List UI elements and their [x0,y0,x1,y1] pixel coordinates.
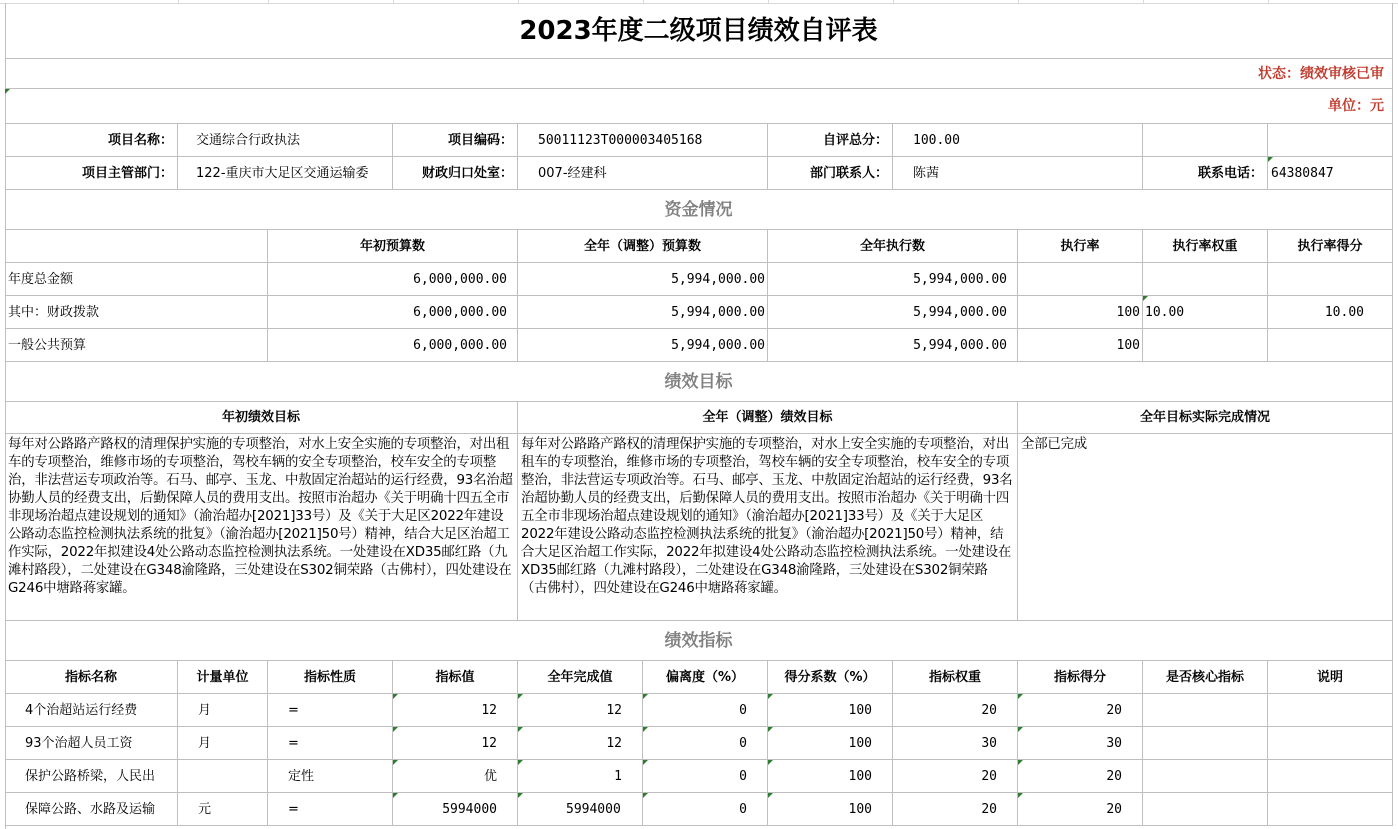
ind-row-nature[interactable]: = [268,694,393,727]
value-text: 5994000 [442,802,497,817]
ind-row-value[interactable] [393,727,518,760]
cell-marker [643,760,648,765]
cell-marker [1018,793,1023,798]
coef-text: 100 [848,769,872,784]
goals-adjusted-text[interactable]: 每年对公路路产路权的清理保护实施的专项整治，对水上安全实施的专项整治，对出租车的专项整治，维修市场的专项整治，驾校车辆的安全专项整治，校车安全的专项整治，非法营运专项政治等。石马、邮亭、玉龙、中敖固定治超站的运行经费，93名治超协勤人员的经费支出，后勤保障人员的费用支出。按照市治超办《关于明确十四五全市非现场治超点建设规划的通知》（渝治超办[2021]33号）及《关于大足区2022年建设公路动态监控检测执法系统的批复》（渝治超办[2021]50号）精神，结合大足区治超工作实际，2022年拟建设4处公路动态监控检测执法系统。一处建设在XD35邮红路（九滩村路段），二处建设在G348渝隆路，三处建设在S302铜荣路（古佛村），四处建设在G246中塘路蒋家罐。 [518,434,1018,621]
ind-header-coef[interactable]: 得分系数（%） [768,661,893,694]
ind-header-name[interactable]: 指标名称 [5,661,178,694]
done-text: 1 [614,769,622,784]
page-title[interactable]: 2023年度二级项目绩效自评表 [5,3,1393,59]
funds-row-executed[interactable]: 5,994,000.00 [768,329,1018,362]
funds-row-name[interactable]: 其中：财政拨款 [5,296,268,329]
cell-marker [643,793,648,798]
cell-marker [1018,694,1023,699]
goals-initial-text[interactable]: 每年对公路路产路权的清理保护实施的专项整治，对水上安全实施的专项整治，对出租车的专项整治，维修市场的专项整治，驾校车辆的安全专项整治，校车安全的专项整治，非法营运专项政治等。石马、邮亭、玉龙、中敖固定治超站的运行经费，93名治超协勤人员的经费支出，后勤保障人员的费用支出。按照市治超办《关于明确十四五全市非现场治超点建设规划的通知》（渝治超办[2021]33号）及《关于大足区2022年建设公路动态监控检测执法系统的批复》（渝治超办[2021]50号）精神，结合大足区治超工作实际，2022年拟建设4处公路动态监控检测执法系统。一处建设在XD35邮红路（九滩村路段），二处建设在G348渝隆路，三处建设在S302铜荣路（古佛村），四处建设在G246中塘路蒋家罐。 [5,434,518,621]
funds-row-weight[interactable] [1143,296,1268,329]
ind-header-weight[interactable]: 指标权重 [893,661,1018,694]
ind-row-dev[interactable] [643,727,768,760]
value-text: 12 [481,703,497,718]
funds-row-rate[interactable] [1018,263,1143,296]
ind-row-score[interactable] [1018,793,1143,826]
ind-row-weight[interactable]: 20 [893,793,1018,826]
cell-marker [1018,727,1023,732]
funds-header-rate[interactable]: 执行率 [1018,230,1143,263]
ind-header-core[interactable]: 是否核心指标 [1143,661,1268,694]
cell-marker [768,793,773,798]
ind-row-coef[interactable] [768,727,893,760]
ind-row-note[interactable] [1268,760,1393,793]
funds-row-weight[interactable] [1143,329,1268,362]
cell-marker [643,694,648,699]
funds-row-initial[interactable]: 6,000,000.00 [268,296,518,329]
ind-header-nature[interactable]: 指标性质 [268,661,393,694]
empty-cell[interactable] [1143,124,1268,157]
score-text: 20 [1106,769,1122,784]
coef-text: 100 [848,736,872,751]
done-text: 12 [606,703,622,718]
status-text[interactable]: 状态：绩效审核已审 [5,59,1393,89]
ind-row-score[interactable] [1018,694,1143,727]
ind-row-name[interactable]: 保护公路桥梁，人民出 [5,760,178,793]
indicators-section-title[interactable]: 绩效指标 [5,621,1393,661]
ind-row-value[interactable] [393,793,518,826]
cell-marker [1268,157,1273,162]
phone-label[interactable]: 联系电话： [1143,157,1268,190]
score-text: 20 [1106,703,1122,718]
ind-row-value[interactable] [393,760,518,793]
funds-section-title[interactable]: 资金情况 [5,190,1393,230]
unit-text[interactable] [5,89,1393,124]
goals-header-initial[interactable]: 年初绩效目标 [5,402,518,434]
finance-value[interactable]: 007-经建科 [518,157,768,190]
done-text: 12 [606,736,622,751]
goals-section-title[interactable]: 绩效目标 [5,362,1393,402]
ind-row-weight[interactable]: 30 [893,727,1018,760]
funds-row-name[interactable]: 一般公共预算 [5,329,268,362]
project-code-label[interactable]: 项目编码： [393,124,518,157]
ind-header-unit[interactable]: 计量单位 [178,661,268,694]
ind-row-coef[interactable] [768,694,893,727]
funds-row-score[interactable] [1268,263,1393,296]
unit-value: 单位：元 [1328,98,1384,114]
ind-row-coef[interactable] [768,793,893,826]
phone-value[interactable] [1268,157,1393,190]
funds-row-adjusted[interactable]: 5,994,000.00 [518,263,768,296]
score-label[interactable]: 自评总分： [768,124,893,157]
ind-row-unit[interactable]: 月 [178,727,268,760]
cell-marker [518,760,523,765]
cell-marker [5,89,10,94]
funds-row-rate[interactable]: 100 [1018,296,1143,329]
ind-header-done[interactable]: 全年完成值 [518,661,643,694]
ind-row-unit[interactable]: 月 [178,694,268,727]
ind-row-nature[interactable]: = [268,727,393,760]
funds-row-score[interactable]: 10.00 [1268,296,1393,329]
ind-row-coef[interactable] [768,760,893,793]
ind-row-name[interactable]: 93个治超人员工资 [5,727,178,760]
cell-marker [393,727,398,732]
ind-row-dev[interactable] [643,793,768,826]
funds-row-initial[interactable]: 6,000,000.00 [268,329,518,362]
cell-marker [393,760,398,765]
coef-text: 100 [848,703,872,718]
empty-cell[interactable] [1268,124,1393,157]
phone-text: 64380847 [1271,166,1334,181]
ind-row-dev[interactable] [643,694,768,727]
done-text: 5994000 [566,802,621,817]
ind-row-dev[interactable] [643,760,768,793]
contact-label[interactable]: 部门联系人： [768,157,893,190]
funds-row-adjusted[interactable]: 5,994,000.00 [518,329,768,362]
funds-row-initial[interactable]: 6,000,000.00 [268,263,518,296]
funds-row-weight[interactable] [1143,263,1268,296]
cell-marker [393,793,398,798]
goals-header-actual[interactable]: 全年目标实际完成情况 [1018,402,1393,434]
cell-marker [518,793,523,798]
ind-row-value[interactable] [393,694,518,727]
funds-header-weight[interactable]: 执行率权重 [1143,230,1268,263]
project-code-value[interactable]: 50011123T000003405168 [518,124,768,157]
ind-row-done[interactable] [518,760,643,793]
ind-row-nature[interactable]: = [268,793,393,826]
ind-row-score[interactable] [1018,760,1143,793]
funds-row-executed[interactable]: 5,994,000.00 [768,296,1018,329]
cell-marker [1018,760,1023,765]
ind-row-weight[interactable]: 20 [893,760,1018,793]
ind-row-core[interactable] [1143,694,1268,727]
funds-row-rate[interactable]: 100 [1018,329,1143,362]
cell-marker [768,727,773,732]
ind-row-core[interactable] [1143,793,1268,826]
ind-row-note[interactable] [1268,694,1393,727]
ind-row-note[interactable] [1268,727,1393,760]
cell-marker [518,694,523,699]
funds-row-adjusted[interactable]: 5,994,000.00 [518,296,768,329]
ind-row-core[interactable] [1143,727,1268,760]
ind-row-name[interactable]: 保障公路、水路及运输 [5,793,178,826]
cell-marker [768,694,773,699]
dev-text: 0 [739,769,747,784]
funds-header-adjusted[interactable]: 全年（调整）预算数 [518,230,768,263]
ind-row-weight[interactable]: 20 [893,694,1018,727]
ind-row-nature[interactable]: 定性 [268,760,393,793]
weight-text: 10.00 [1145,305,1185,320]
funds-header-blank[interactable] [5,230,268,263]
coef-text: 100 [848,802,872,817]
score-value[interactable]: 100.00 [893,124,1143,157]
score-text: 20 [1106,802,1122,817]
ind-header-dev[interactable]: 偏离度（%） [643,661,768,694]
funds-row-name[interactable]: 年度总金额 [5,263,268,296]
goals-header-adjusted[interactable]: 全年（调整）绩效目标 [518,402,1018,434]
contact-value[interactable]: 陈茜 [893,157,1143,190]
ind-row-name[interactable]: 4个治超站运行经费 [5,694,178,727]
score-text: 30 [1106,736,1122,751]
ind-row-done[interactable] [518,727,643,760]
project-name-label[interactable]: 项目名称： [5,124,178,157]
dept-value[interactable]: 122-重庆市大足区交通运输委 [178,157,393,190]
cell-marker [1143,296,1148,301]
value-text: 优 [483,769,497,784]
funds-header-initial[interactable]: 年初预算数 [268,230,518,263]
ind-row-core[interactable] [1143,760,1268,793]
ind-header-note[interactable]: 说明 [1268,661,1393,694]
dev-text: 0 [739,802,747,817]
funds-row-score[interactable] [1268,329,1393,362]
value-text: 12 [481,736,497,751]
ind-row-unit[interactable]: 元 [178,793,268,826]
ind-row-done[interactable] [518,793,643,826]
funds-row-executed[interactable]: 5,994,000.00 [768,263,1018,296]
ind-header-value[interactable]: 指标值 [393,661,518,694]
dev-text: 0 [739,736,747,751]
ind-row-score[interactable] [1018,727,1143,760]
dept-label[interactable]: 项目主管部门： [5,157,178,190]
funds-header-score[interactable]: 执行率得分 [1268,230,1393,263]
goals-actual-text[interactable]: 全部已完成 [1018,434,1393,621]
ind-header-score[interactable]: 指标得分 [1018,661,1143,694]
cell-marker [768,760,773,765]
cell-marker [643,727,648,732]
finance-label[interactable]: 财政归口处室： [393,157,518,190]
ind-row-unit[interactable] [178,760,268,793]
cell-marker [393,694,398,699]
ind-row-note[interactable] [1268,793,1393,826]
ind-row-done[interactable] [518,694,643,727]
funds-header-executed[interactable]: 全年执行数 [768,230,1018,263]
project-name-value[interactable]: 交通综合行政执法 [178,124,393,157]
dev-text: 0 [739,703,747,718]
cell-marker [518,727,523,732]
